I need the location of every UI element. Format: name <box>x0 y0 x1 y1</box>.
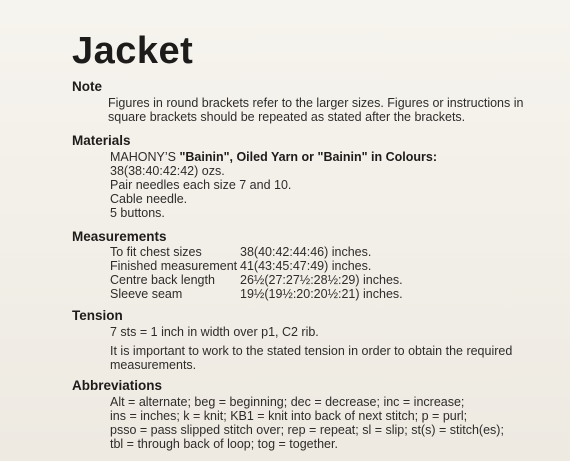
measurement-value: 41(43:45:47:49) inches. <box>240 259 372 273</box>
materials-line-2: Pair needles each size 7 and 10. <box>110 178 292 192</box>
tension-line-1: 7 sts = 1 inch in width over p1, C2 rib. <box>110 325 319 339</box>
abbreviations-line-3: psso = pass slipped stitch over; rep = repeat; sl = slip; st(s) = stitch(es); <box>110 423 504 437</box>
page-title: Jacket <box>72 30 194 72</box>
measurement-value: 38(40:42:44:46) inches. <box>240 245 372 259</box>
materials-heading: Materials <box>72 133 131 148</box>
note-line-1: Figures in round brackets refer to the larger sizes. Figures or instructions in <box>108 96 524 110</box>
measurement-label: Finished measurement <box>110 259 238 273</box>
note-line-2: square brackets should be repeated as stated after the brackets. <box>108 110 466 124</box>
measurement-value: 19½(19½:20:20½:21) inches. <box>240 287 403 301</box>
materials-line-4: 5 buttons. <box>110 206 165 220</box>
materials-brand-line <box>110 150 437 164</box>
tension-heading: Tension <box>72 308 123 323</box>
materials-brand-prefix: MAHONY’S <box>110 150 176 164</box>
abbreviations-heading: Abbreviations <box>72 378 163 393</box>
measurement-value: 26½(27:27½:28½:29) inches. <box>240 273 403 287</box>
note-heading: Note <box>72 79 102 94</box>
tension-line-2: It is important to work to the stated tension in order to obtain the required <box>110 344 513 358</box>
abbreviations-line-1: Alt = alternate; beg = beginning; dec = decrease; inc = increase; <box>110 395 465 409</box>
materials-line-3: Cable needle. <box>110 192 188 206</box>
measurements-heading: Measurements <box>72 229 167 244</box>
tension-line-3: measurements. <box>110 358 197 372</box>
materials-brand-name: "Bainin", Oiled Yarn or "Bainin" in Colours: <box>179 150 438 164</box>
measurement-label: Sleeve seam <box>110 287 183 301</box>
measurement-label: Centre back length <box>110 273 215 287</box>
measurement-label: To fit chest sizes <box>110 245 202 259</box>
abbreviations-line-4: tbl = through back of loop; tog = together. <box>110 437 338 451</box>
materials-line-1: 38(38:40:42:42) ozs. <box>110 164 225 178</box>
abbreviations-line-2: ins = inches; k = knit; KB1 = knit into back of next stitch; p = purl; <box>110 409 468 423</box>
